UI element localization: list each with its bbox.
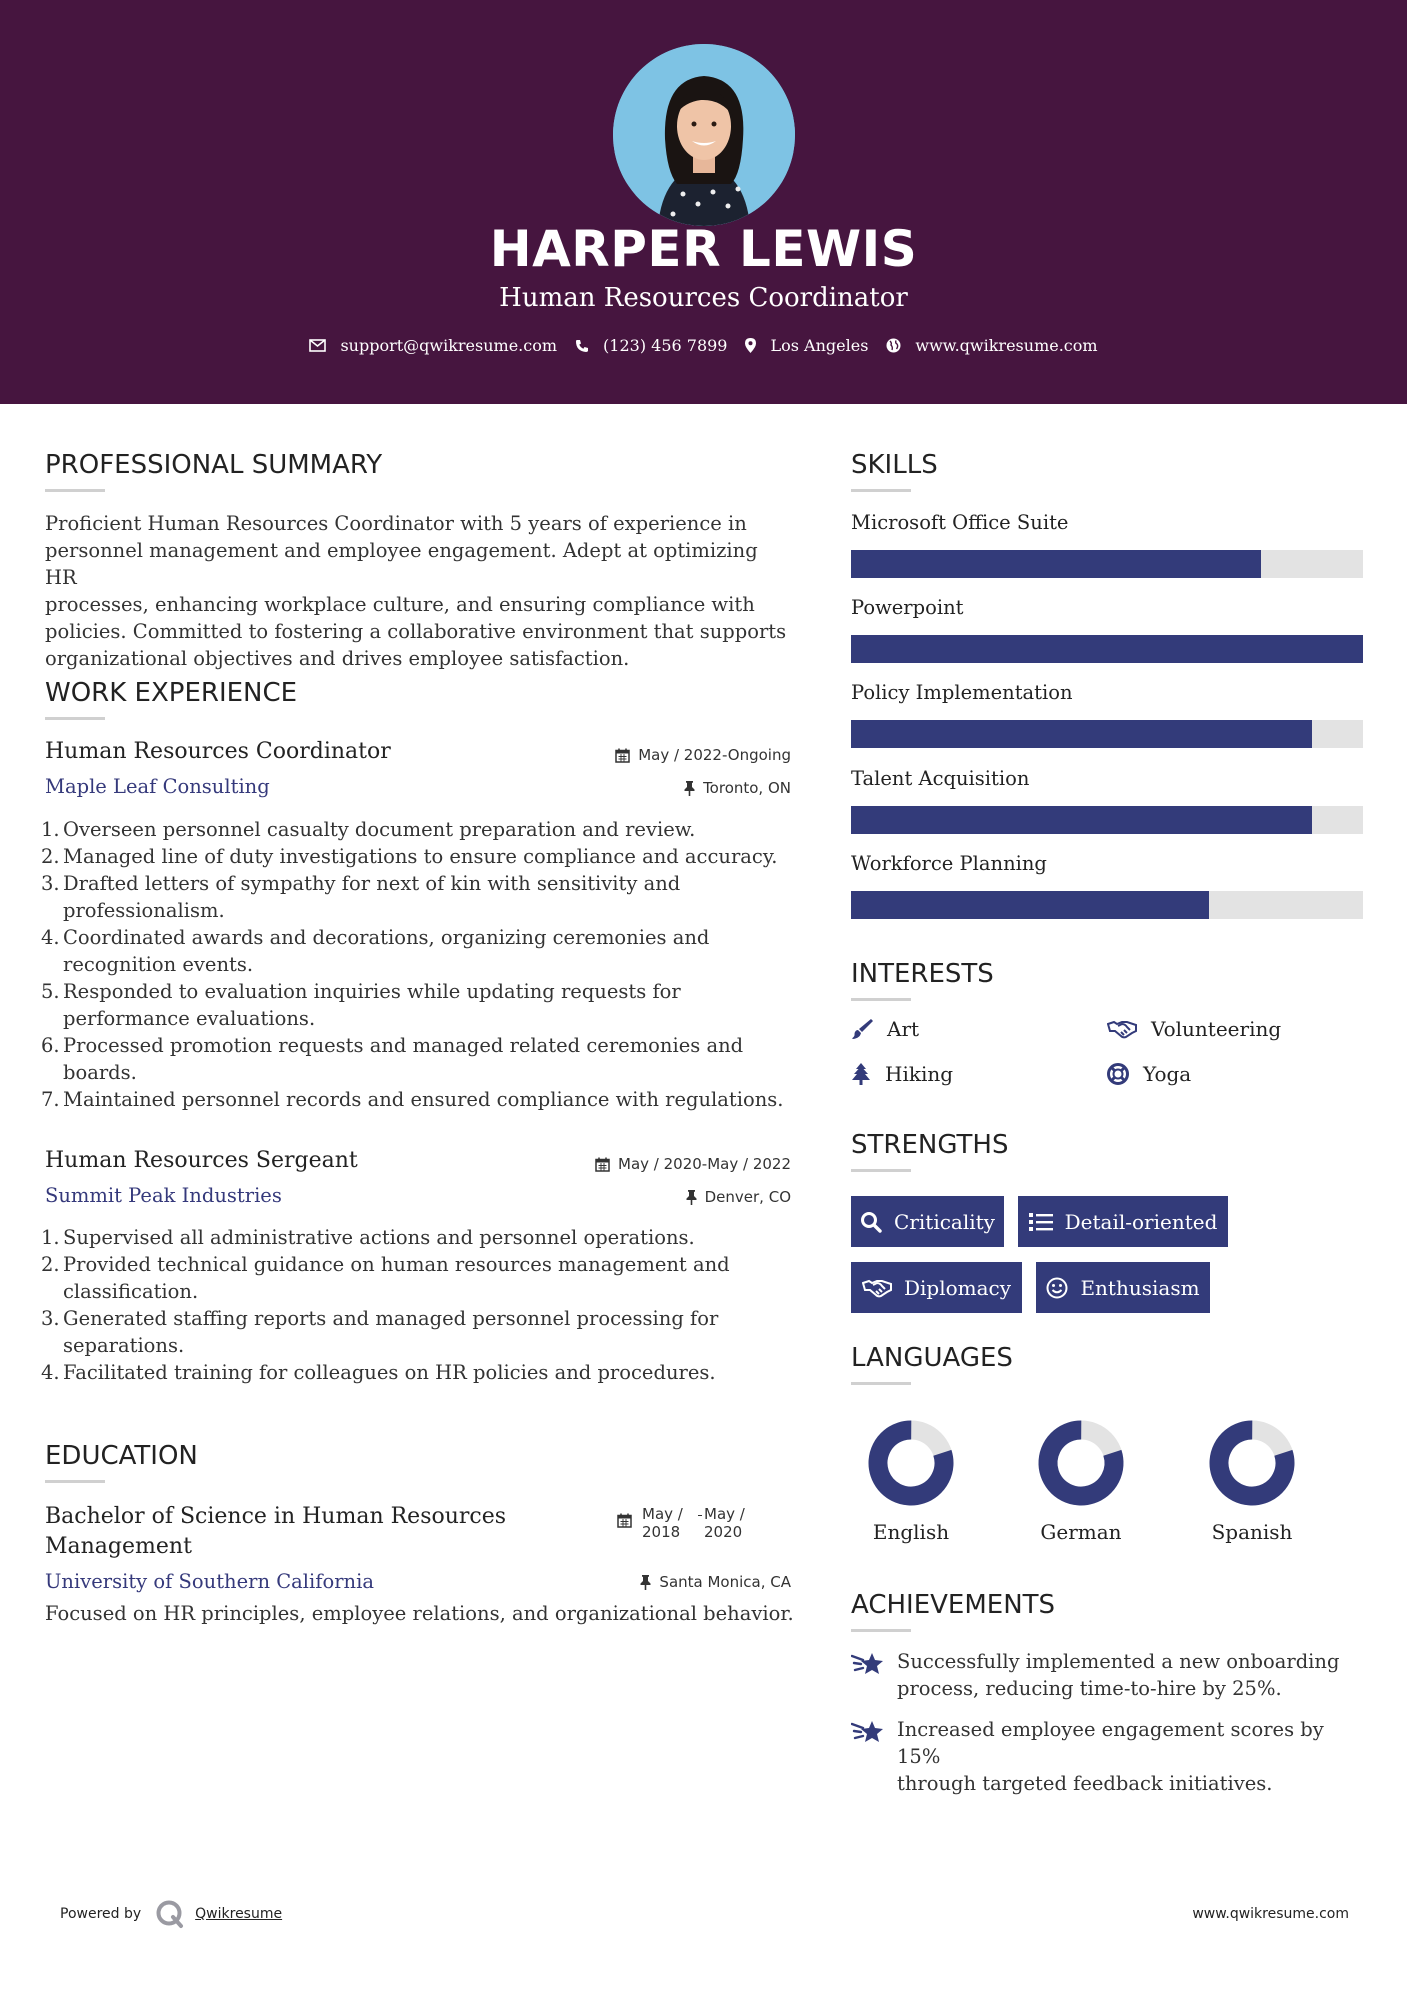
- contact-bar: [0, 336, 1407, 355]
- interest-label: Art: [887, 1017, 920, 1041]
- skill-name: Talent Acquisition: [851, 767, 1030, 790]
- education-start: May / 2018: [642, 1505, 683, 1541]
- interest-item: [1107, 1062, 1191, 1086]
- language-name: Spanish: [1211, 1520, 1293, 1544]
- list-item: 2. Provided technical guidance on human resources management and classification.: [41, 1253, 730, 1303]
- achievements-heading: ACHIEVEMENTS: [851, 1590, 1056, 1620]
- skill-bar: [851, 720, 1363, 748]
- skill-name: Microsoft Office Suite: [851, 511, 1069, 534]
- list-item: 2. Managed line of duty investigations to ensure compliance and accuracy.: [41, 845, 778, 868]
- date-dash: [698, 1515, 702, 1516]
- skill-bar: [851, 806, 1363, 834]
- summary-line: processes, enhancing workplace culture, and ensuring compliance with: [45, 593, 755, 616]
- contact-website-text: www.qwikresume.com: [915, 336, 1098, 355]
- section-divider: [851, 998, 911, 1001]
- job-title: Human Resources Sergeant: [45, 1148, 358, 1173]
- contact-phone-text: (123) 456 7899: [603, 336, 728, 355]
- paintbrush-icon: [851, 1018, 873, 1040]
- language-level-ring: [868, 1420, 954, 1506]
- interest-item: [1107, 1017, 1281, 1041]
- footer-brand-link[interactable]: Qwikresume: [195, 1906, 283, 1922]
- footer-powered-by: [60, 1899, 282, 1929]
- degree-line: Management: [45, 1534, 192, 1559]
- skill-bar-fill: [851, 635, 1363, 663]
- list-item: 5. Responded to evaluation inquiries while updating requests for performance evaluations.: [41, 980, 681, 1030]
- handshake-icon: [862, 1278, 892, 1298]
- contact-phone[interactable]: [575, 336, 727, 355]
- language-item: [846, 1420, 976, 1544]
- envelope-icon: [309, 339, 326, 352]
- summary-line: policies. Committed to fostering a collaborative environment that supports: [45, 620, 787, 643]
- job-dates-text: May / 2022-Ongoing: [638, 746, 791, 764]
- calendar-icon: [595, 1157, 610, 1172]
- smile-icon: [1046, 1277, 1068, 1299]
- contact-website[interactable]: [886, 336, 1097, 355]
- skill-bar-fill: [851, 891, 1209, 919]
- skill-bar-fill: [851, 720, 1312, 748]
- achievement-item: [851, 1648, 1371, 1702]
- contact-email[interactable]: [309, 336, 557, 355]
- tree-icon: [851, 1063, 871, 1085]
- education-location: [560, 1573, 791, 1591]
- summary-heading: PROFESSIONAL SUMMARY: [45, 450, 383, 480]
- skills-heading: SKILLS: [851, 450, 938, 480]
- strength-label: Enthusiasm: [1080, 1275, 1200, 1300]
- candidate-name: HARPER LEWIS: [489, 220, 918, 278]
- strength-label: Diplomacy: [903, 1275, 1012, 1300]
- contact-email-text: support@qwikresume.com: [340, 336, 558, 355]
- section-divider: [45, 1480, 105, 1483]
- section-divider: [45, 489, 105, 492]
- job-location-text: Denver, CO: [704, 1188, 791, 1206]
- strength-tag: [851, 1262, 1022, 1313]
- pushpin-icon: [684, 781, 695, 796]
- strength-tag: [1036, 1262, 1210, 1313]
- pushpin-icon: [640, 1575, 651, 1590]
- section-divider: [851, 1382, 911, 1385]
- skill-name: Workforce Planning: [851, 852, 1047, 875]
- achievement-text: Successfully implemented a new onboarding process, reducing time-to-hire by 25%.: [897, 1650, 1340, 1700]
- strengths-heading: STRENGTHS: [851, 1130, 1009, 1160]
- contact-location-text: Los Angeles: [770, 336, 869, 355]
- skill-bar-fill: [851, 806, 1312, 834]
- handshake-icon: [1107, 1019, 1137, 1039]
- calendar-icon: [615, 748, 630, 763]
- job-dates: [540, 1155, 791, 1173]
- skill-bar: [851, 891, 1363, 919]
- job-location: [560, 779, 791, 797]
- life-ring-icon: [1107, 1063, 1129, 1085]
- list-item: 1. Overseen personnel casualty document preparation and review.: [41, 818, 696, 841]
- list-item: 4. Coordinated awards and decorations, organizing ceremonies and recognition events.: [41, 926, 710, 976]
- language-level-ring: [1209, 1420, 1295, 1506]
- strength-tag: [851, 1196, 1004, 1247]
- shooting-star-icon: [851, 1718, 885, 1744]
- list-item: 1. Supervised all administrative actions and personnel operations.: [41, 1226, 695, 1249]
- profile-photo: [613, 44, 795, 226]
- job-location: [560, 1188, 791, 1206]
- language-name: English: [872, 1520, 950, 1544]
- skill-bar-fill: [851, 550, 1261, 578]
- section-divider: [851, 1169, 911, 1172]
- list-item: 3. Generated staffing reports and managed personnel processing for separations.: [41, 1307, 719, 1357]
- list-item: 7. Maintained personnel records and ensured compliance with regulations.: [41, 1088, 784, 1111]
- skill-name: Policy Implementation: [851, 681, 1073, 704]
- interest-label: Hiking: [885, 1062, 954, 1086]
- job-title: Human Resources Coordinator: [45, 739, 391, 764]
- person-photo-icon: [613, 44, 795, 226]
- candidate-title: Human Resources Coordinator: [499, 283, 908, 313]
- education-dates: [617, 1505, 745, 1541]
- language-item: [1187, 1420, 1317, 1544]
- education-location-text: Santa Monica, CA: [659, 1573, 791, 1591]
- pushpin-icon: [686, 1190, 697, 1205]
- section-divider: [851, 489, 911, 492]
- summary-line: organizational objectives and drives employee satisfaction.: [45, 647, 630, 670]
- globe-icon: [886, 338, 901, 353]
- skill-name: Powerpoint: [851, 596, 964, 619]
- qwikresume-logo-icon: [155, 1899, 185, 1929]
- company-name: Summit Peak Industries: [45, 1184, 282, 1207]
- job-duties-list: [41, 1224, 805, 1386]
- section-divider: [851, 1629, 911, 1632]
- summary-line: Proficient Human Resources Coordinator with 5 years of experience in: [45, 512, 747, 535]
- job-dates: [560, 746, 791, 764]
- interest-item: [851, 1017, 919, 1041]
- list-item: 3. Drafted letters of sympathy for next of kin with sensitivity and professionalism.: [41, 872, 681, 922]
- strength-tag: [1018, 1196, 1228, 1247]
- language-level-ring: [1038, 1420, 1124, 1506]
- education-heading: EDUCATION: [45, 1441, 198, 1471]
- footer-url[interactable]: www.qwikresume.com: [1192, 1906, 1349, 1922]
- school-name: University of Southern California: [45, 1570, 374, 1593]
- powered-by-label: Powered by: [60, 1906, 142, 1922]
- section-divider: [45, 717, 105, 720]
- interest-label: Yoga: [1143, 1062, 1192, 1086]
- skill-bar: [851, 635, 1363, 663]
- experience-heading: WORK EXPERIENCE: [45, 678, 298, 708]
- interests-heading: INTERESTS: [851, 959, 994, 989]
- resume-header: [0, 0, 1407, 404]
- achievement-item: [851, 1716, 1371, 1797]
- job-duties-list: [41, 816, 805, 1113]
- list-item: 4. Facilitated training for colleagues on HR policies and procedures.: [41, 1361, 716, 1384]
- list-item: 6. Processed promotion requests and managed related ceremonies and boards.: [41, 1034, 744, 1084]
- interest-item: [851, 1062, 953, 1086]
- education-end: May / 2020: [704, 1505, 745, 1541]
- list-icon: [1029, 1212, 1053, 1232]
- summary-text: [45, 510, 795, 672]
- job-location-text: Toronto, ON: [703, 779, 791, 797]
- map-marker-icon: [745, 338, 756, 353]
- degree-line: Bachelor of Science in Human Resources: [45, 1504, 507, 1529]
- education-description: Focused on HR principles, employee relations, and organizational behavior.: [45, 1602, 794, 1625]
- search-icon: [860, 1211, 882, 1233]
- languages-heading: LANGUAGES: [851, 1343, 1013, 1373]
- language-item: [1016, 1420, 1146, 1544]
- interest-label: Volunteering: [1151, 1017, 1282, 1041]
- degree-title: [45, 1502, 506, 1562]
- calendar-icon: [617, 1513, 632, 1528]
- strength-label: Detail-oriented: [1064, 1209, 1218, 1234]
- contact-location: [745, 336, 868, 355]
- job-dates-text: May / 2020-May / 2022: [618, 1155, 791, 1173]
- language-name: German: [1040, 1520, 1122, 1544]
- strength-label: Criticality: [894, 1209, 995, 1234]
- skill-bar: [851, 550, 1363, 578]
- phone-icon: [575, 339, 589, 353]
- company-name: Maple Leaf Consulting: [45, 775, 270, 798]
- summary-line: personnel management and employee engagement. Adept at optimizing HR: [45, 539, 758, 589]
- shooting-star-icon: [851, 1650, 885, 1676]
- achievement-text: Increased employee engagement scores by 15% through targeted feedback initiatives.: [897, 1718, 1324, 1795]
